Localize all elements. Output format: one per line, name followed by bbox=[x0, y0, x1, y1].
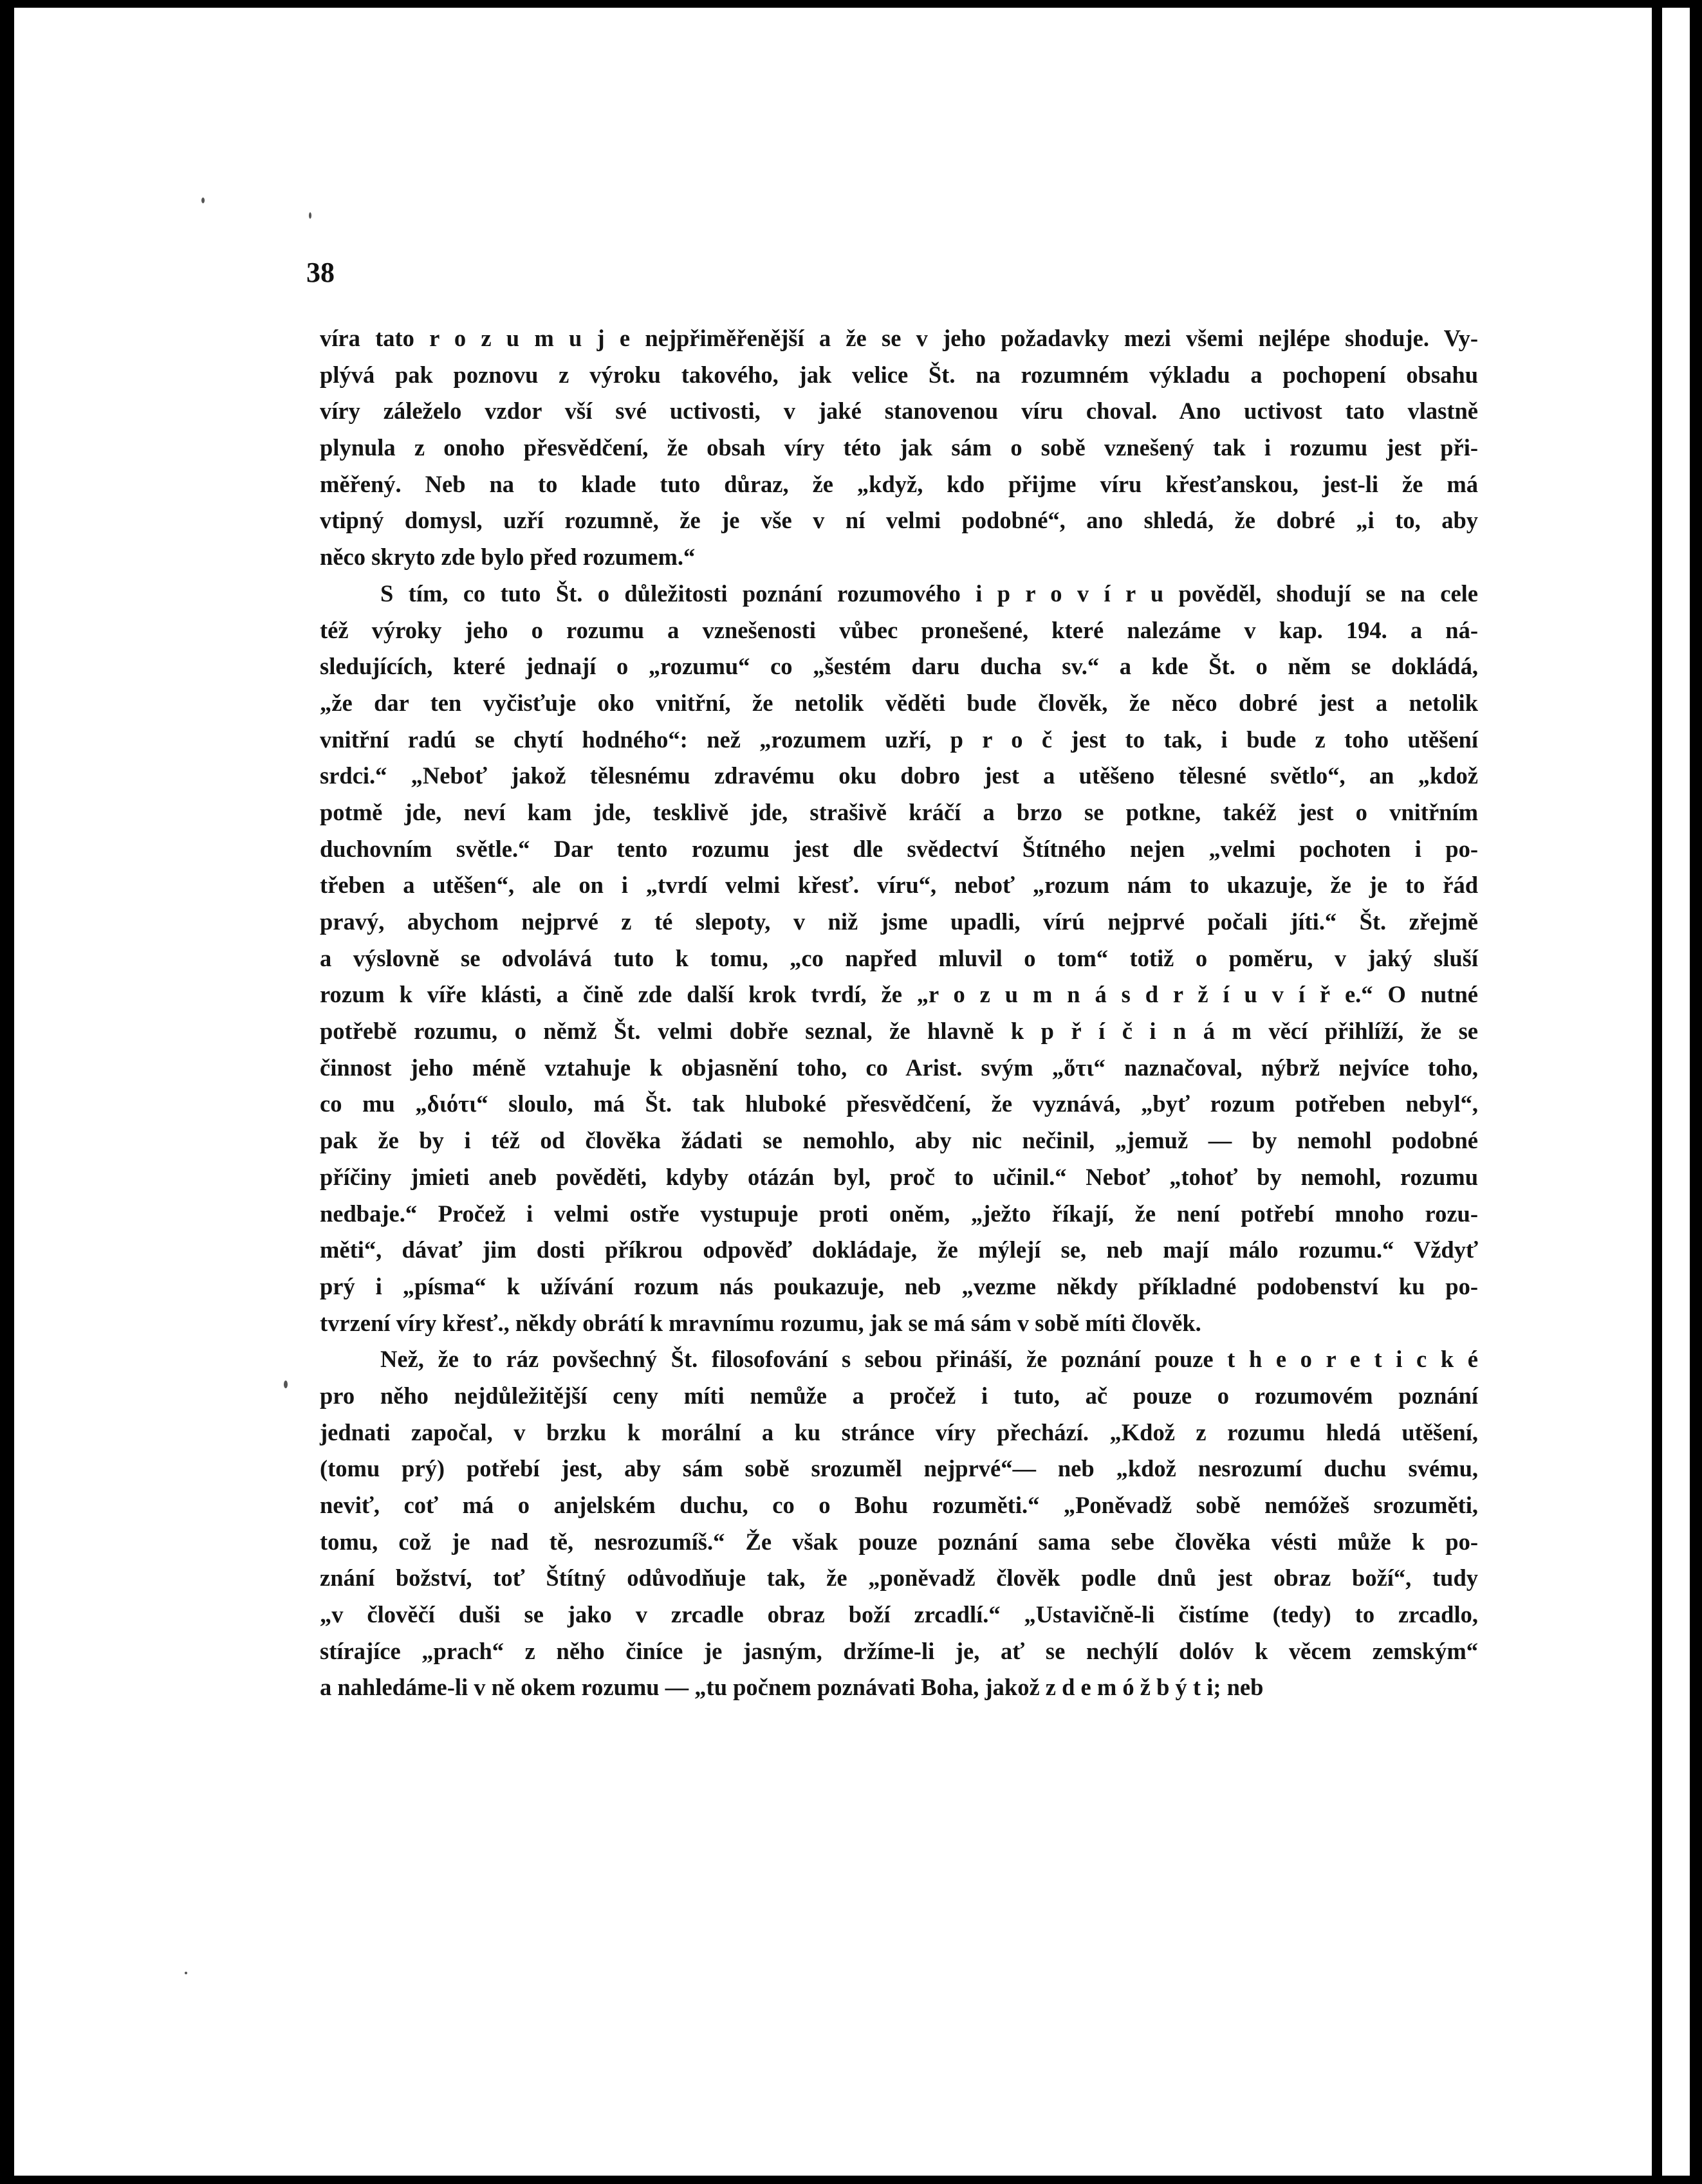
text-line: duchovním světle.“ Dar tento rozumu jest dle svědectví Štítného nejen „velmi pochoten i po- bbox=[320, 835, 1478, 862]
text-line: pro něho nejdůležitější ceny míti nemůže a pročež i tuto, ač pouze o rozumovém poznání bbox=[320, 1382, 1478, 1409]
text-line: něco skryto zde bylo před rozumem.“ bbox=[320, 544, 696, 571]
text-line: „že dar ten vyčisťuje oko vnitřní, že netolik věděti bude člověk, že něco dobré jest a netolik bbox=[320, 689, 1478, 716]
paragraph bbox=[320, 320, 1478, 576]
text-line: rozum k víře klásti, a čině zde další krok tvrdí, že „r o z u m n á s d r ž í u v í ř e.“ O nutné bbox=[320, 981, 1478, 1008]
text-line: co mu „διότι“ sloulo, má Št. tak hluboké přesvědčení, že vyznává, „byť rozum potřeben nebyl“, bbox=[320, 1090, 1478, 1117]
page-number: 38 bbox=[306, 257, 335, 288]
text-line: činnost jeho méně vztahuje k objasnění toho, co Arist. svým „ὅτι“ naznačoval, nýbrž nejvíce toho, bbox=[320, 1054, 1478, 1081]
text-line: (tomu prý) potřebí jest, aby sám sobě srozuměl nejprvé“— neb „kdož nesrozumí duchu svému, bbox=[320, 1455, 1478, 1482]
text-line: měti“, dávať jim dosti příkrou odpověď dokládaje, že mýlejí se, neb mají málo rozumu.“ Vždyť bbox=[320, 1236, 1478, 1263]
text-line: S tím, co tuto Št. o důležitosti poznání rozumového i p r o v í r u pověděl, shodují se na cele bbox=[380, 580, 1478, 607]
text-line: víra tato r o z u m u j e nejpřiměřenější a že se v jeho požadavky mezi všemi nejlépe shoduje. Vy- bbox=[320, 325, 1478, 351]
text-line: též výroky jeho o rozumu a vznešenosti vůbec pronešené, které nalezáme v kap. 194. a ná- bbox=[320, 616, 1478, 643]
text-line: a nahledáme-li v ně okem rozumu — „tu počnem poznávati Boha, jakož z d e m ó ž b ý t i; neb bbox=[320, 1674, 1264, 1701]
text-line: pravý, abychom nejprvé z té slepoty, v niž jsme upadli, vírú nejprvé počali jíti.“ Št. zřejmě bbox=[320, 908, 1478, 935]
text-line: potřebě rozumu, o němž Št. velmi dobře seznal, že hlavně k p ř í č i n á m věcí přihlíží, že se bbox=[320, 1018, 1478, 1045]
text-line: vnitřní radú se chytí hodného“: než „rozumem uzří, p r o č jest to tak, i bude z toho utěšení bbox=[320, 726, 1478, 753]
body-text bbox=[320, 320, 1478, 1706]
text-line: „v člověčí duši se jako v zrcadle obraz boží zrcadlí.“ „Ustavičně-li čistíme (tedy) to zrcadlo, bbox=[320, 1601, 1478, 1628]
text-line: a výslovně se odvolává tuto k tomu, „co napřed mluvil o tom“ totiž o poměru, v jaký sluší bbox=[320, 944, 1478, 971]
text-line: srdci.“ „Neboť jakož tělesnému zdravému oku dobro jest a utěšeno tělesné světlo“, an „kdož bbox=[320, 762, 1478, 789]
text-line: víry záleželo vzdor vší své uctivosti, v jaké stanovenou víru choval. Ano uctivost tato vlastně bbox=[320, 398, 1478, 425]
text-line: potmě jde, neví kam jde, tesklivě jde, strašivě kráčí a brzo se potkne, takéž jest o vnitřním bbox=[320, 798, 1478, 825]
scan-border bbox=[1690, 8, 1693, 2176]
paragraph bbox=[320, 1341, 1478, 1706]
text-line: plynula z onoho přesvědčení, že obsah víry této jak sám o sobě vznešený tak i rozumu jest při- bbox=[320, 434, 1478, 461]
text-line: tvrzení víry křesť., někdy obrátí k mravnímu rozumu, jak se má sám v sobě míti člověk. bbox=[320, 1309, 1201, 1336]
text-line: prý i „písma“ k užívání rozum nás poukazuje, neb „vezme někdy příkladné podobenství ku po- bbox=[320, 1272, 1478, 1299]
text-line: neviť, coť má o anjelském duchu, co o Bohu rozuměti.“ „Poněvadž sobě nemóžeš srozuměti, bbox=[320, 1492, 1478, 1518]
text-line: příčiny jmieti aneb pověděti, kdyby otázán byl, proč to učinil.“ Neboť „tohoť by nemohl, rozumu bbox=[320, 1163, 1478, 1190]
facing-page-edge bbox=[1662, 8, 1693, 2176]
text-line: vtipný domysl, uzří rozumně, že je vše v ní velmi podobné“, ano shledá, že dobré „i to, aby bbox=[320, 507, 1478, 534]
text-line: jednati započal, v brzku k morální a ku stránce víry přechází. „Kdož z rozumu hledá utěšení, bbox=[320, 1418, 1478, 1445]
text-line: stírajíce „prach“ z něho činíce je jasným, držíme-li je, ať se nechýlí dolóv k věcem zemským“ bbox=[320, 1637, 1478, 1664]
text-line: plývá pak poznovu z výroku takového, jak velice Št. na rozumném výkladu a pochopení obsahu bbox=[320, 361, 1478, 388]
scan-speck bbox=[185, 1972, 187, 1974]
paragraph bbox=[320, 576, 1478, 1341]
text-line: pak že by i též od člověka žádati se nemohlo, aby nic nečinil, „jemuž — by nemohl podobné bbox=[320, 1127, 1478, 1154]
text-line: znání božství, toť Štítný odůvodňuje tak, že „poněvadž člověk podle dnů jest obraz boží“, tudy bbox=[320, 1565, 1478, 1592]
text-line: tomu, což je nad tě, nesrozumíš.“ Že však pouze poznání sama sebe člověka vésti může k po- bbox=[320, 1528, 1478, 1555]
scan-edge bbox=[1652, 0, 1662, 2184]
scan-speck bbox=[284, 1381, 288, 1388]
text-line: měřený. Neb na to klade tuto důraz, že „když, kdo přijme víru křesťanskou, jest-li že má bbox=[320, 470, 1478, 497]
text-line: sledujících, které jednají o „rozumu“ co „šestém daru ducha sv.“ a kde Št. o něm se dokládá, bbox=[320, 653, 1478, 680]
scan-speck bbox=[309, 212, 311, 219]
text-line: třeben a utěšen“, ale on i „tvrdí velmi křesť. víru“, neboť „rozum nám to ukazuje, že je to řád bbox=[320, 872, 1478, 899]
text-line: nedbaje.“ Pročež i velmi ostře vystupuje proti oněm, „ježto říkají, že není potřebí mnoho rozu- bbox=[320, 1200, 1478, 1227]
text-line: Než, že to ráz povšechný Št. filosofování s sebou přináší, že poznání pouze t h e o r e t i c k é bbox=[380, 1346, 1478, 1373]
scan-speck bbox=[201, 197, 205, 203]
